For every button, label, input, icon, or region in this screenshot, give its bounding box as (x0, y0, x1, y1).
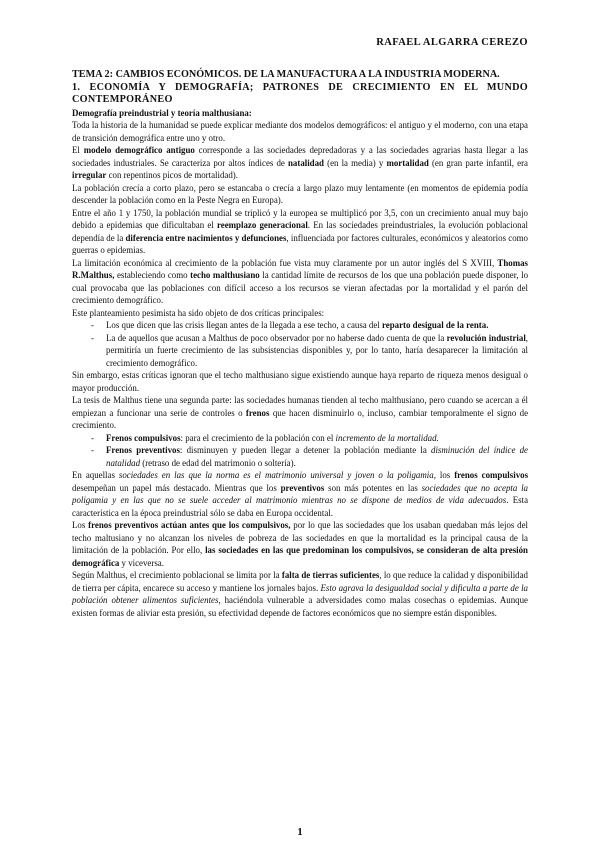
paragraph: Este planteamiento pesimista ha sido objeto de dos críticas principales: (72, 307, 325, 318)
paragraph: La limitación económica al crecimiento de la población fue vista muy claramente por un autor inglés del S XVIII, Thomas R.Malthus, estableciendo como techo malthusiano la cantidad límite de recursos de los que una población puede disponer, lo cual provocaba que las poblaciones con difícil acceso a los recursos se vieran afectadas por la mortalidad y el parón del crecimiento demográfico. (72, 257, 529, 306)
criticism-list (72, 319, 528, 369)
paragraph: El modelo demográfico antiguo corresponde a las sociedades depredadoras y a las sociedades agrarias hasta llegar a las sociedades industriales. Se caracteriza por altos índices de natalidad (en la media) y mortalidad (en gran parte infantil, era irregular con repentinos picos de mortalidad). (72, 145, 528, 181)
paragraph: Sin embargo, estas críticas ignoran que el techo malthusiano sigue existiendo aunque haya reparto de riqueza menos desigual o mayor producción. (72, 370, 528, 393)
paragraph: En aquellas sociedades en las que la norma es el matrimonio universal y joven o la poligamia, los frenos compulsivos desempeñan un papel más destacado. Mientras que los preventivos son más potentes en las sociedades que no acepta la poligamia y en las que no se suele acceder al matrimonio mientras no se dispone de medios de vida adecuados. Esta característica en la época preindustrial sólo se daba en Europa occidental. (72, 470, 529, 518)
brakes-list (72, 432, 528, 470)
paragraph: Toda la historia de la humanidad se puede explicar mediante dos modelos demográficos: el antiguo y el moderno, con una etapa de transición demográfica entre uno y otro. (72, 120, 528, 143)
list-item: - Los que dicen que las crisis llegan antes de la llegada a ese techo, a causa del reparto desigual de la renta. (72, 319, 528, 332)
section-heading: 1. ECONOMÍA Y DEMOGRAFÍA; PATRONES DE CRECIMIENTO EN EL MUNDO CONTEMPORÁNEO (72, 81, 528, 106)
paragraph: La población crecía a corto plazo, pero se estancaba o crecía a largo plazo muy lentamente (en momentos de epidemia podía descender la población como en la Peste Negra en Europa). (72, 182, 528, 206)
list-item: - Frenos preventivos: disminuyen y pueden llegar a detener la población mediante la disminución del índice de natalidad (retraso de edad del matrimonio o soltería). (72, 444, 528, 469)
author-header: RAFAEL ALGARRA CEREZO (376, 37, 528, 48)
paragraph: Según Malthus, el crecimiento poblacional se limita por la falta de tierras suficientes, lo que reduce la calidad y disponibilidad de tierra per cápita, encarece su acceso y mantiene los jornales bajos. Esto agrava la desigualdad social y dificulta a parte de la población obtener alimentos suficientes, haciéndola vulnerable a adversidades como malas cosechas o epidemias. Aunque existen formas de aliviar esta presión, su efectividad depende de factores económicos que no siempre están disponibles. (72, 570, 528, 618)
page-number: 1 (297, 826, 303, 838)
list-item: - La de aquellos que acusan a Malthus de poco observador por no haberse dado cuenta de que la revolución industrial, permitiría un fuerte crecimiento de las subsistencias disponibles y, por lo tanto, haría desaparecer la limitación al crecimiento demográfico. (72, 332, 528, 370)
document-body (72, 69, 528, 619)
document-title: TEMA 2: CAMBIOS ECONÓMICOS. DE LA MANUFACTURA A LA INDUSTRIA MODERNA. (72, 69, 500, 80)
paragraph: Entre el año 1 y 1750, la población mundial se triplicó y la europea se multiplicó por 3,5, con un crecimiento anual muy bajo debido a epidemias que dificultaban el reemplazo generacional. En las sociedades preindustriales, la evolución poblacional dependía de la diferencia entre nacimientos y defunciones, influenciada por factores culturales, económicos y aleatorios como guerras o epidemias. (72, 207, 528, 256)
subheading: Demografía preindustrial y teoría malthusiana: (72, 107, 252, 118)
list-item: - Frenos compulsivos: para el crecimiento de la población con el incremento de la mortalidad. (72, 432, 528, 445)
paragraph: Los frenos preventivos actúan antes que los compulsivos, por lo que las sociedades que los usaban quedaban más lejos del techo maltusiano y no alcanzan los niveles de pobreza de las sociedades en que la mortalidad es la principal causa de la limitación de la población. Por ello, las sociedades en las que predominan los compulsivos, se consideran de alta presión demográfica y viceversa. (72, 520, 529, 568)
paragraph: La tesis de Malthus tiene una segunda parte: las sociedades humanas tienden al techo malthusiano, pero cuando se acercan a él empiezan a funcionar una serie de controles o frenos que hacen disminuirlo o, incluso, cambiar temporalmente el signo de crecimiento. (72, 395, 529, 431)
